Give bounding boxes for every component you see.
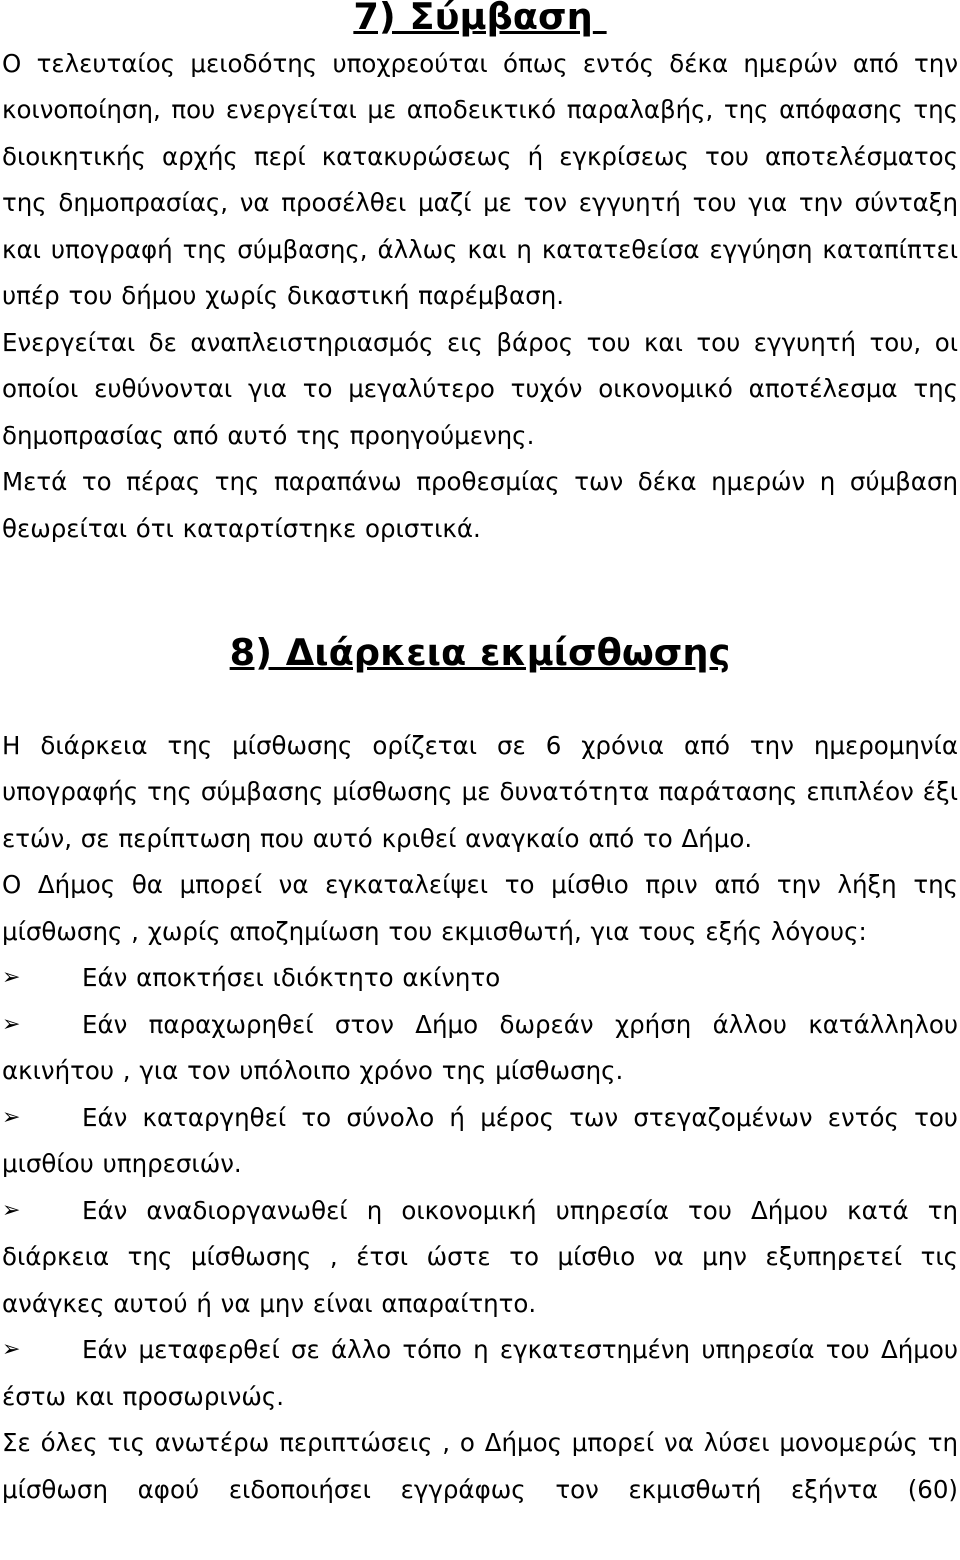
list-item-text: Εάν μεταφερθεί σε άλλο τόπο η εγκατεστημένη υπηρεσία του Δήμου [82,1335,958,1364]
list-item-continuation: μισθίου υπηρεσιών. [2,1149,242,1178]
arrow-bullet-icon: ➢ [2,1011,21,1037]
section-spacer [2,552,958,630]
list-item-continuation: ακινήτου , για τον υπόλοιπο χρόνο της μίσθωσης. [2,1056,624,1085]
list-item-continuation: διάρκεια της μίσθωσης , έτσι ώστε το μίσθιο να μην εξυπηρετεί τις ανάγκες αυτού ή να μην είναι απαραίτητο. [2,1242,958,1318]
section-8-paragraph-2: Ο Δήμος θα μπορεί να εγκαταλείψει το μίσθιο πριν από την λήξη της μίσθωσης , χωρίς αποζημίωση του εκμισθωτή, για τους εξής λόγους: [2,870,958,946]
arrow-bullet-icon: ➢ [2,1197,21,1223]
section-8-heading-text: 8) Διάρκεια εκμίσθωσης [229,631,731,674]
section-7-paragraph-2: Ενεργείται δε αναπλειστηριασμός εις βάρος του και του εγγυητή του, οι οποίοι ευθύνονται για το μεγαλύτερο τυχόν οικονομικό αποτέλεσμα της δημοπρασίας από αυτό της προηγούμενης. [2,327,958,450]
arrow-bullet-icon: ➢ [2,1104,21,1130]
list-item-text: Εάν παραχωρηθεί στον Δήμο δωρεάν χρήση άλλου κατάλληλου [82,1009,958,1039]
list-item-text: Εάν αναδιοργανωθεί η οικονομική υπηρεσία του Δήμου κατά τη [82,1195,958,1225]
arrow-bullet-icon: ➢ [2,1337,21,1362]
section-7-heading [2,0,958,41]
section-8-paragraph-3-line-1: Σε όλες τις ανωτέρω περιπτώσεις , ο Δήμος μπορεί να λύσει μονομερώς τη [2,1428,958,1457]
section-8-paragraph-3-line-2: μίσθωση αφού ειδοποιήσει εγγράφως τον εκμισθωτή εξήντα (60) [2,1474,958,1504]
arrow-bullet-icon: ➢ [2,965,21,990]
list-item [2,1002,958,1095]
list-item-text: Εάν αποκτήσει ιδιόκτητο ακίνητο [82,963,501,992]
section-8-heading [2,630,958,677]
bullet-list [2,955,958,1420]
section-7-paragraph-3: Μετά το πέρας της παραπάνω προθεσμίας των δέκα ημερών η σύμβαση θεωρείται ότι καταρτίστηκε οριστικά. [2,467,958,543]
list-item-text: Εάν καταργηθεί το σύνολο ή μέρος των στεγαζομένων εντός του [82,1102,958,1132]
section-7-heading-text: 7) Σύμβαση [353,0,593,38]
section-7-paragraph-1: Ο τελευταίος μειοδότης υποχρεούται όπως εντός δέκα ημερών από την κοινοποίηση, που ενεργείται με αποδεικτικό παραλαβής, της απόφασης της διοικητικής αρχής περί κατακυρώσεως ή εγκρίσεως του αποτελέσματος της δημοπρασίας, να προσέλθει μαζί με τον εγγυητή του για την σύνταξη και υπογραφή της σύμβασης, άλλως και η κατατεθείσα εγγύηση καταπίπτει υπέρ του δήμου χωρίς δικαστική παρέμβαση. [2,48,958,310]
section-8-paragraph-1: Η διάρκεια της μίσθωσης ορίζεται σε 6 χρόνια από την ημερομηνία υπογραφής της σύμβασης μίσθωσης με δυνατότητα παράτασης επιπλέον έξι ετών, σε περίπτωση που αυτό κριθεί αναγκαίο από το Δήμο. [2,730,958,853]
list-item [2,1188,958,1328]
list-item [2,955,958,1002]
list-item [2,1095,958,1188]
list-item [2,1327,958,1420]
list-item-continuation: έστω και προσωρινώς. [2,1381,285,1411]
